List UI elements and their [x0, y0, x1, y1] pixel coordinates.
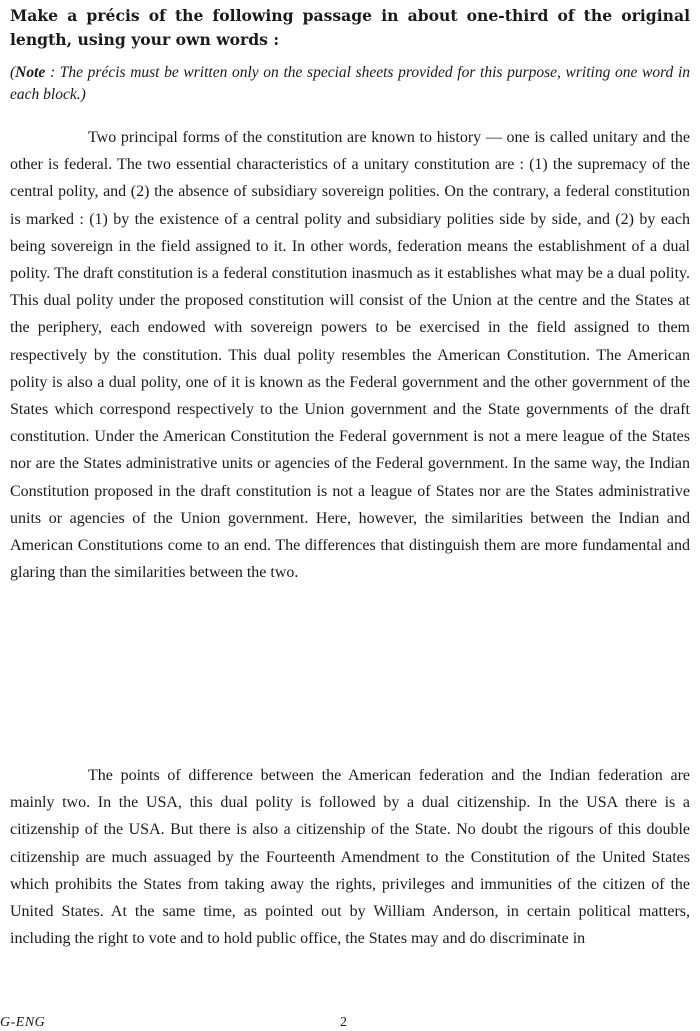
note-text: : The précis must be written only on the special sheets provided for this purpose, writing one word in each block. — [10, 64, 690, 103]
passage-paragraph-2: The points of difference between the American federation and the Indian federation are mainly two. In the USA, this dual polity is followed by a dual citizenship. In the USA there is a citizenship of the USA. But there is also a citizenship of the State. No doubt the rigours of this double citizenship are much assuaged by the Fourteenth Amendment to the Constitution of the United States which prohibits the States from taking away the rights, privileges and immunities of the citizen of the United States. At the same time, as pointed out by William Anderson, in certain political matters, including the right to vote and to hold public office, the States may and do discriminate in — [10, 767, 690, 948]
paper-code: G-ENG — [0, 1015, 46, 1030]
question-heading: Make a précis of the following passage in about one-third of the original length, using your own words : — [10, 6, 690, 49]
page-number: 2 — [340, 1015, 347, 1030]
passage-paragraph-1: Two principal forms of the constitution are known to history — one is called unitary and the other is federal. The two essential characteristics of a unitary constitution are : (1) the supremacy of the central polity, and (2) the absence of subsidiary sovereign polities. On the contrary, a federal constitution is marked : (1) by the existence of a central polity and subsidiary polities side by side, and (2) by each being sovereign in the field assigned to it. In other words, federation means the establishment of a dual polity. The draft constitution is a federal constitution inasmuch as it establishes what may be a dual polity. This dual polity under the proposed constitution will consist of the Union at the centre and the States at the periphery, each endowed with sovereign powers to be exercised in the field assigned to them respectively by the constitution. This dual polity resembles the American Constitution. The American polity is also a dual polity, one of it is known as the Federal government and the other government of the States which correspond respectively to the Union government and the State governments of the draft constitution. Under the American Constitution the Federal government is not a mere league of the States nor are the States administrative units or agencies of the Federal government. In the same way, the Indian Constitution proposed in the draft constitution is not a league of States nor are the States administrative units or agencies of the Union government. Here, however, the similarities between the Indian and American Constitutions come to an end. The differences that distinguish them are more fundamental and glaring than the similarities between the two. — [10, 129, 690, 582]
instruction-note: (Note : The précis must be written only on the special sheets provided for this purpose, writing one word in each block.) — [10, 64, 690, 103]
note-label: Note — [15, 64, 46, 81]
